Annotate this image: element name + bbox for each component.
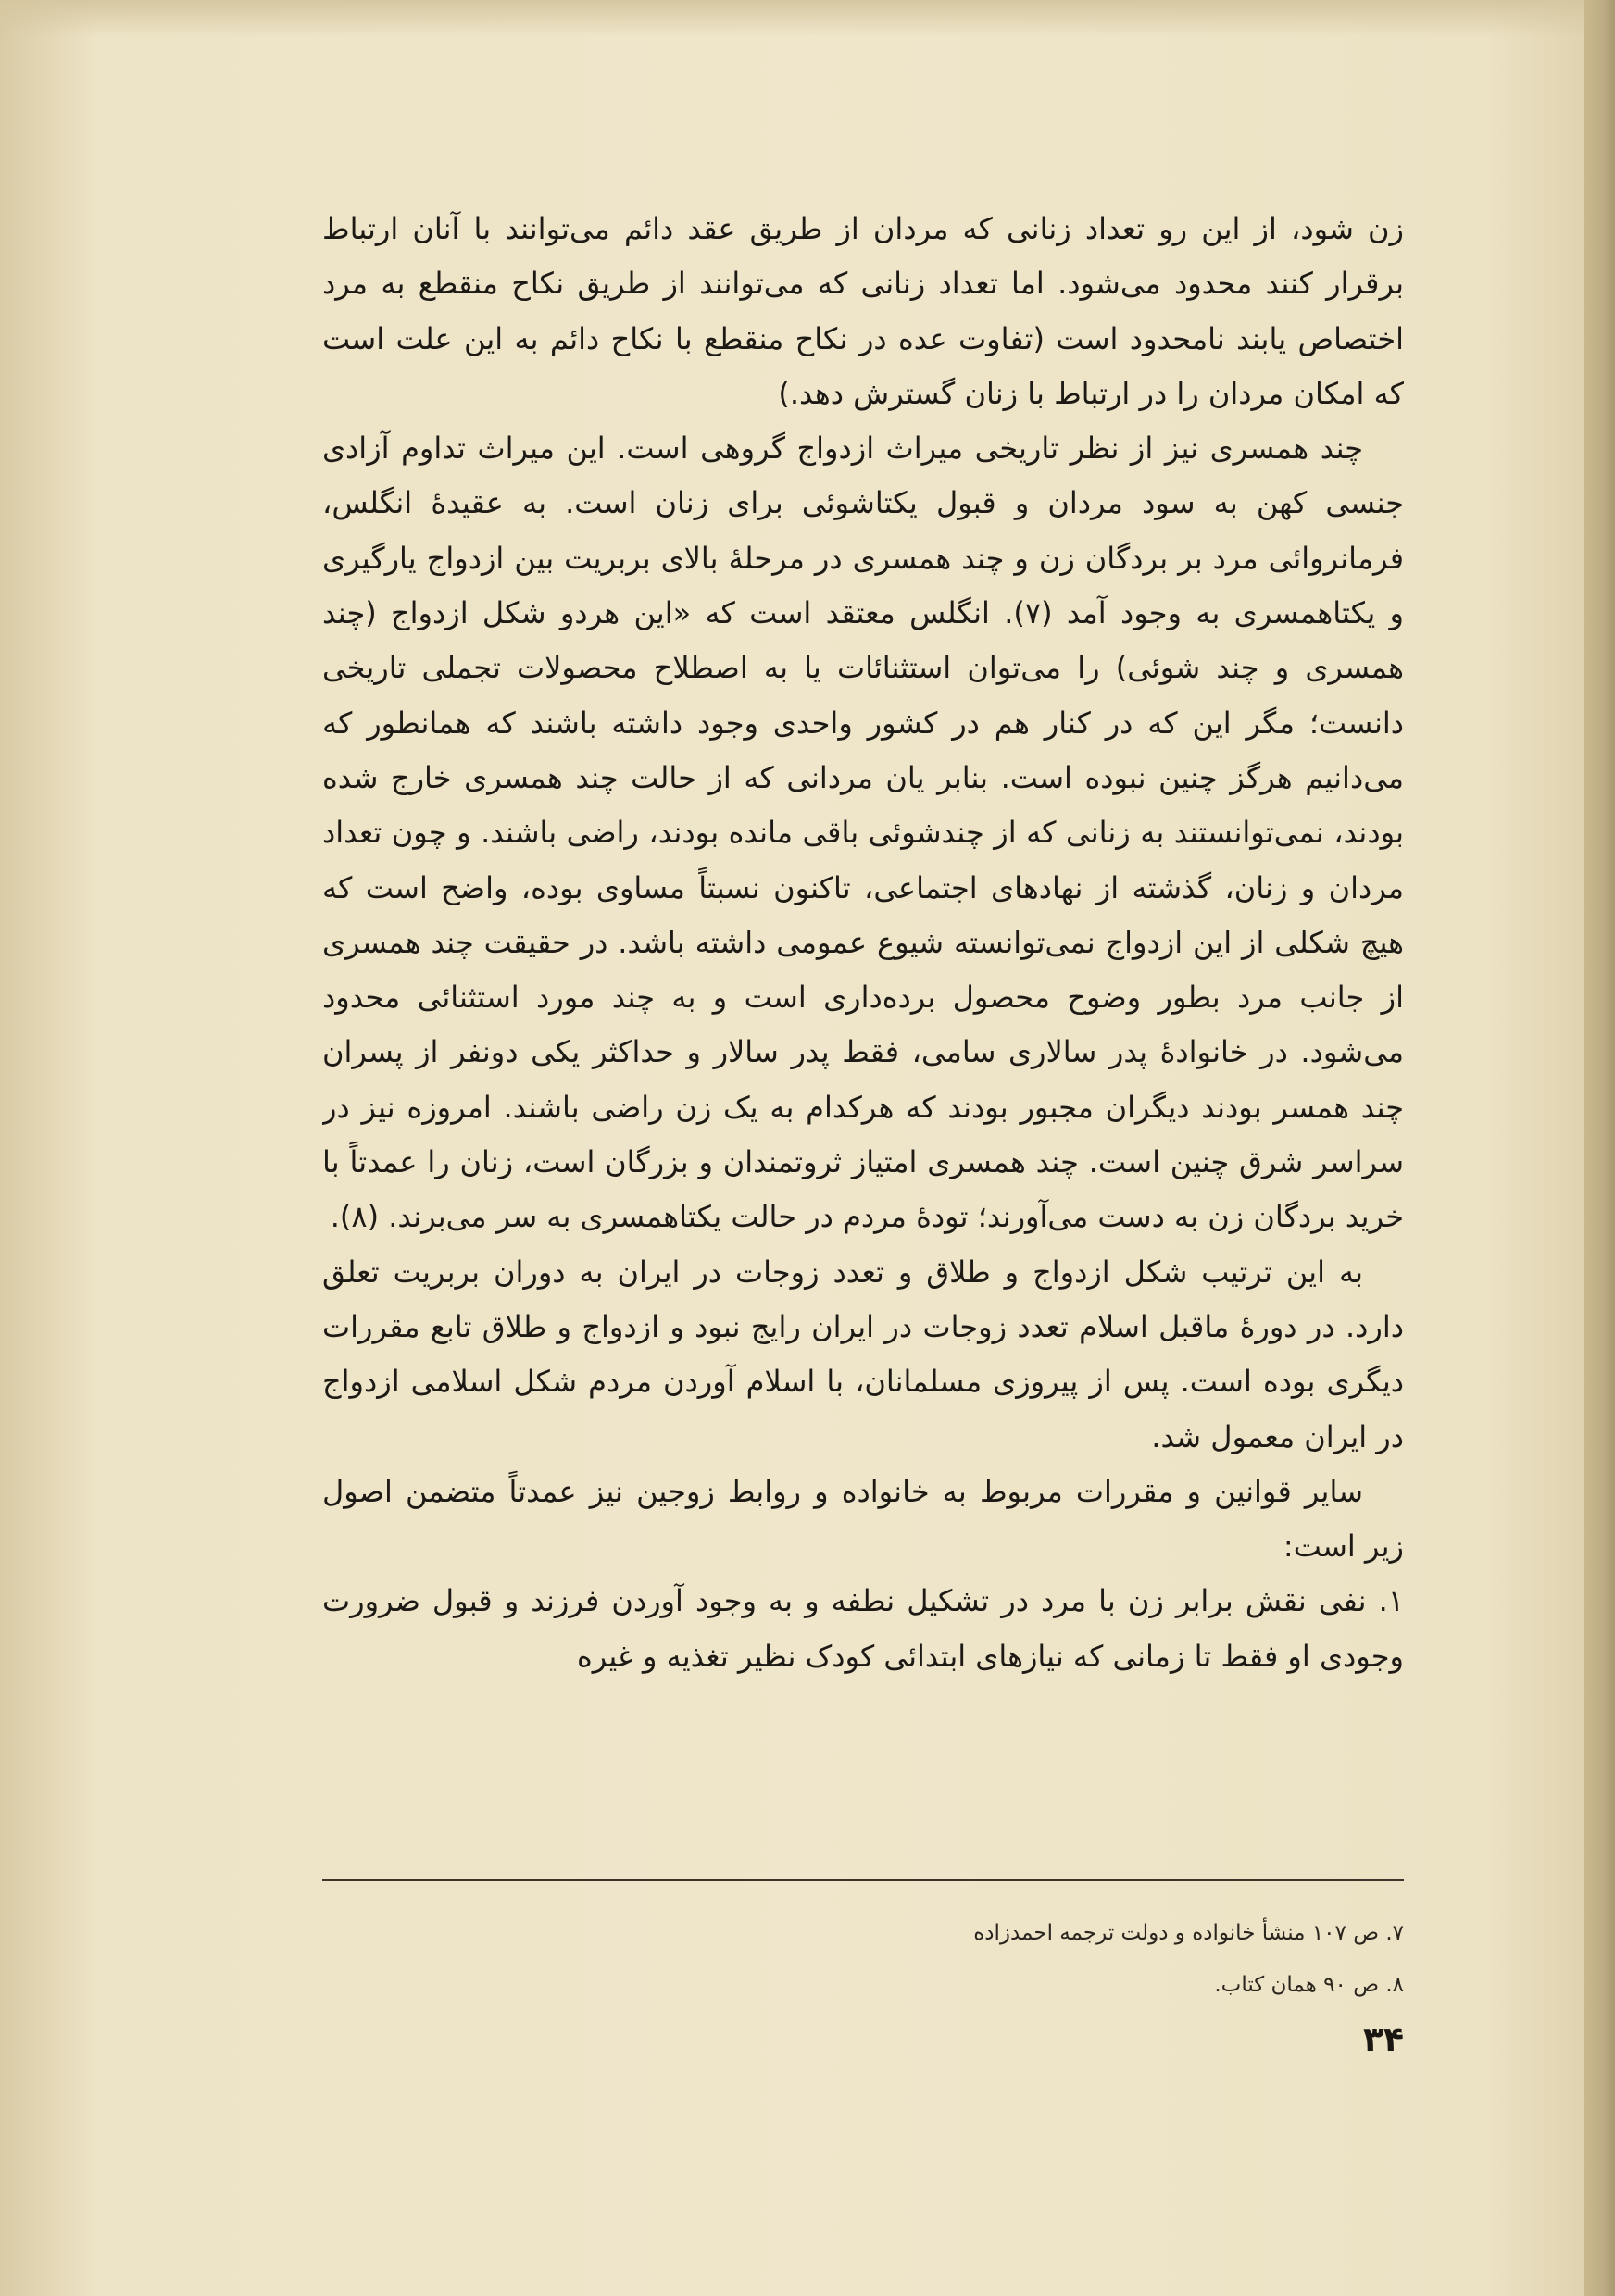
page-top-shadow: [0, 0, 1615, 37]
paragraph-4: سایر قوانین و مقررات مربوط به خانواده و روابط زوجین نیز عمدتاً متضمن اصول زیر است:: [322, 1473, 1404, 1565]
paragraph-1: زن شود، از این رو تعداد زنانی که مردان از طریق عقد دائم می‌توانند با آنان ارتباط برقرار کنند محدود می‌شود. اما تعداد زنانی که می‌توانند از طریق نکاح منقطع به مرد اختصاص یابند نامحدود است (تفاوت عده در نکاح منقطع با نکاح دائم به این علت است که امکان مردان را در ارتباط با زنان گسترش دهد.): [322, 211, 1404, 411]
page-number: ۳۴: [1363, 2021, 1404, 2059]
footnote-8: ۸. ص ۹۰ همان کتاب.: [1214, 1973, 1404, 1997]
paragraph-3: به این ترتیب شکل ازدواج و طلاق و تعدد زوجات در ایران به دوران بربریت تعلق دارد. در دورهٔ ماقبل اسلام تعدد زوجات در ایران رایج نبود و ازدواج و طلاق تابع مقررات دیگری بوده است. پس از پیروزی مسلمانان، با اسلام آوردن مردم شکل اسلامی ازدواج در ایران معمول شد.: [322, 1254, 1404, 1454]
page-right-edge: [1584, 0, 1615, 2296]
list-item-1: ۱. نفی نقش برابر زن با مرد در تشکیل نطفه و به وجود آوردن فرزند و قبول ضرورت وجودی او فقط تا زمانی که نیازهای ابتدائی کودک نظیر تغذیه و غیره: [322, 1583, 1404, 1674]
footnotes: [322, 1907, 1404, 2011]
paragraph-2: چند همسری نیز از نظر تاریخی میراث ازدواج گروهی است. این میراث تداوم آزادی جنسی کهن به سود مردان و قبول یکتاشوئی برای زنان است. به عقیدهٔ انگلس، فرمانروائی مرد بر بردگان زن و چند همسری در مرحلهٔ بالای بربریت بین ازدواج یارگیری و یکتاهمسری به وجود آمد (۷). انگلس معتقد است که «این هردو شکل ازدواج (چند همسری و چند شوئی) را می‌توان استثنائات یا به اصطلاح محصولات تجملی تاریخی دانست؛ مگر این که در کنار هم در کشور واحدی وجود داشته باشند که همانطور که می‌دانیم هرگز چنین نبوده است. بنابر یان مردانی که از حالت چند همسری خارج شده بودند، نمی‌توانستند به زنانی که از چندشوئی باقی مانده بودند، راضی باشند. و چون تعداد مردان و زنان، گذشته از نهادهای اجتماعی، تاکنون نسبتاً مساوی بوده، واضح است که هیچ شکلی از این ازدواج نمی‌توانسته شیوع عمومی داشته باشد. در حقیقت چند همسری از جانب مرد بطور وضوح محصول برده‌داری است و به چند مورد استثنائی محدود می‌شود. در خانوادهٔ پدر سالاری سامی، فقط پدر سالار و حداکثر یکی دونفر از پسران چند همسر بودند دیگران مجبور بودند که هرکدام به یک زن راضی باشند. امروزه نیز در سراسر شرق چنین است. چند همسری امتیاز ثروتمندان و بزرگان است، زنان را عمدتاً با خرید بردگان زن به دست می‌آورند؛ تودهٔ مردم در حالت یکتاهمسری به سر می‌برند. (۸).: [322, 430, 1404, 1235]
main-text: [322, 202, 1404, 1905]
footnote-divider: [322, 1879, 1404, 1881]
footnote-7: ۷. ص ۱۰۷ منشأ خانواده و دولت ترجمه احمدزاده: [973, 1921, 1404, 1945]
